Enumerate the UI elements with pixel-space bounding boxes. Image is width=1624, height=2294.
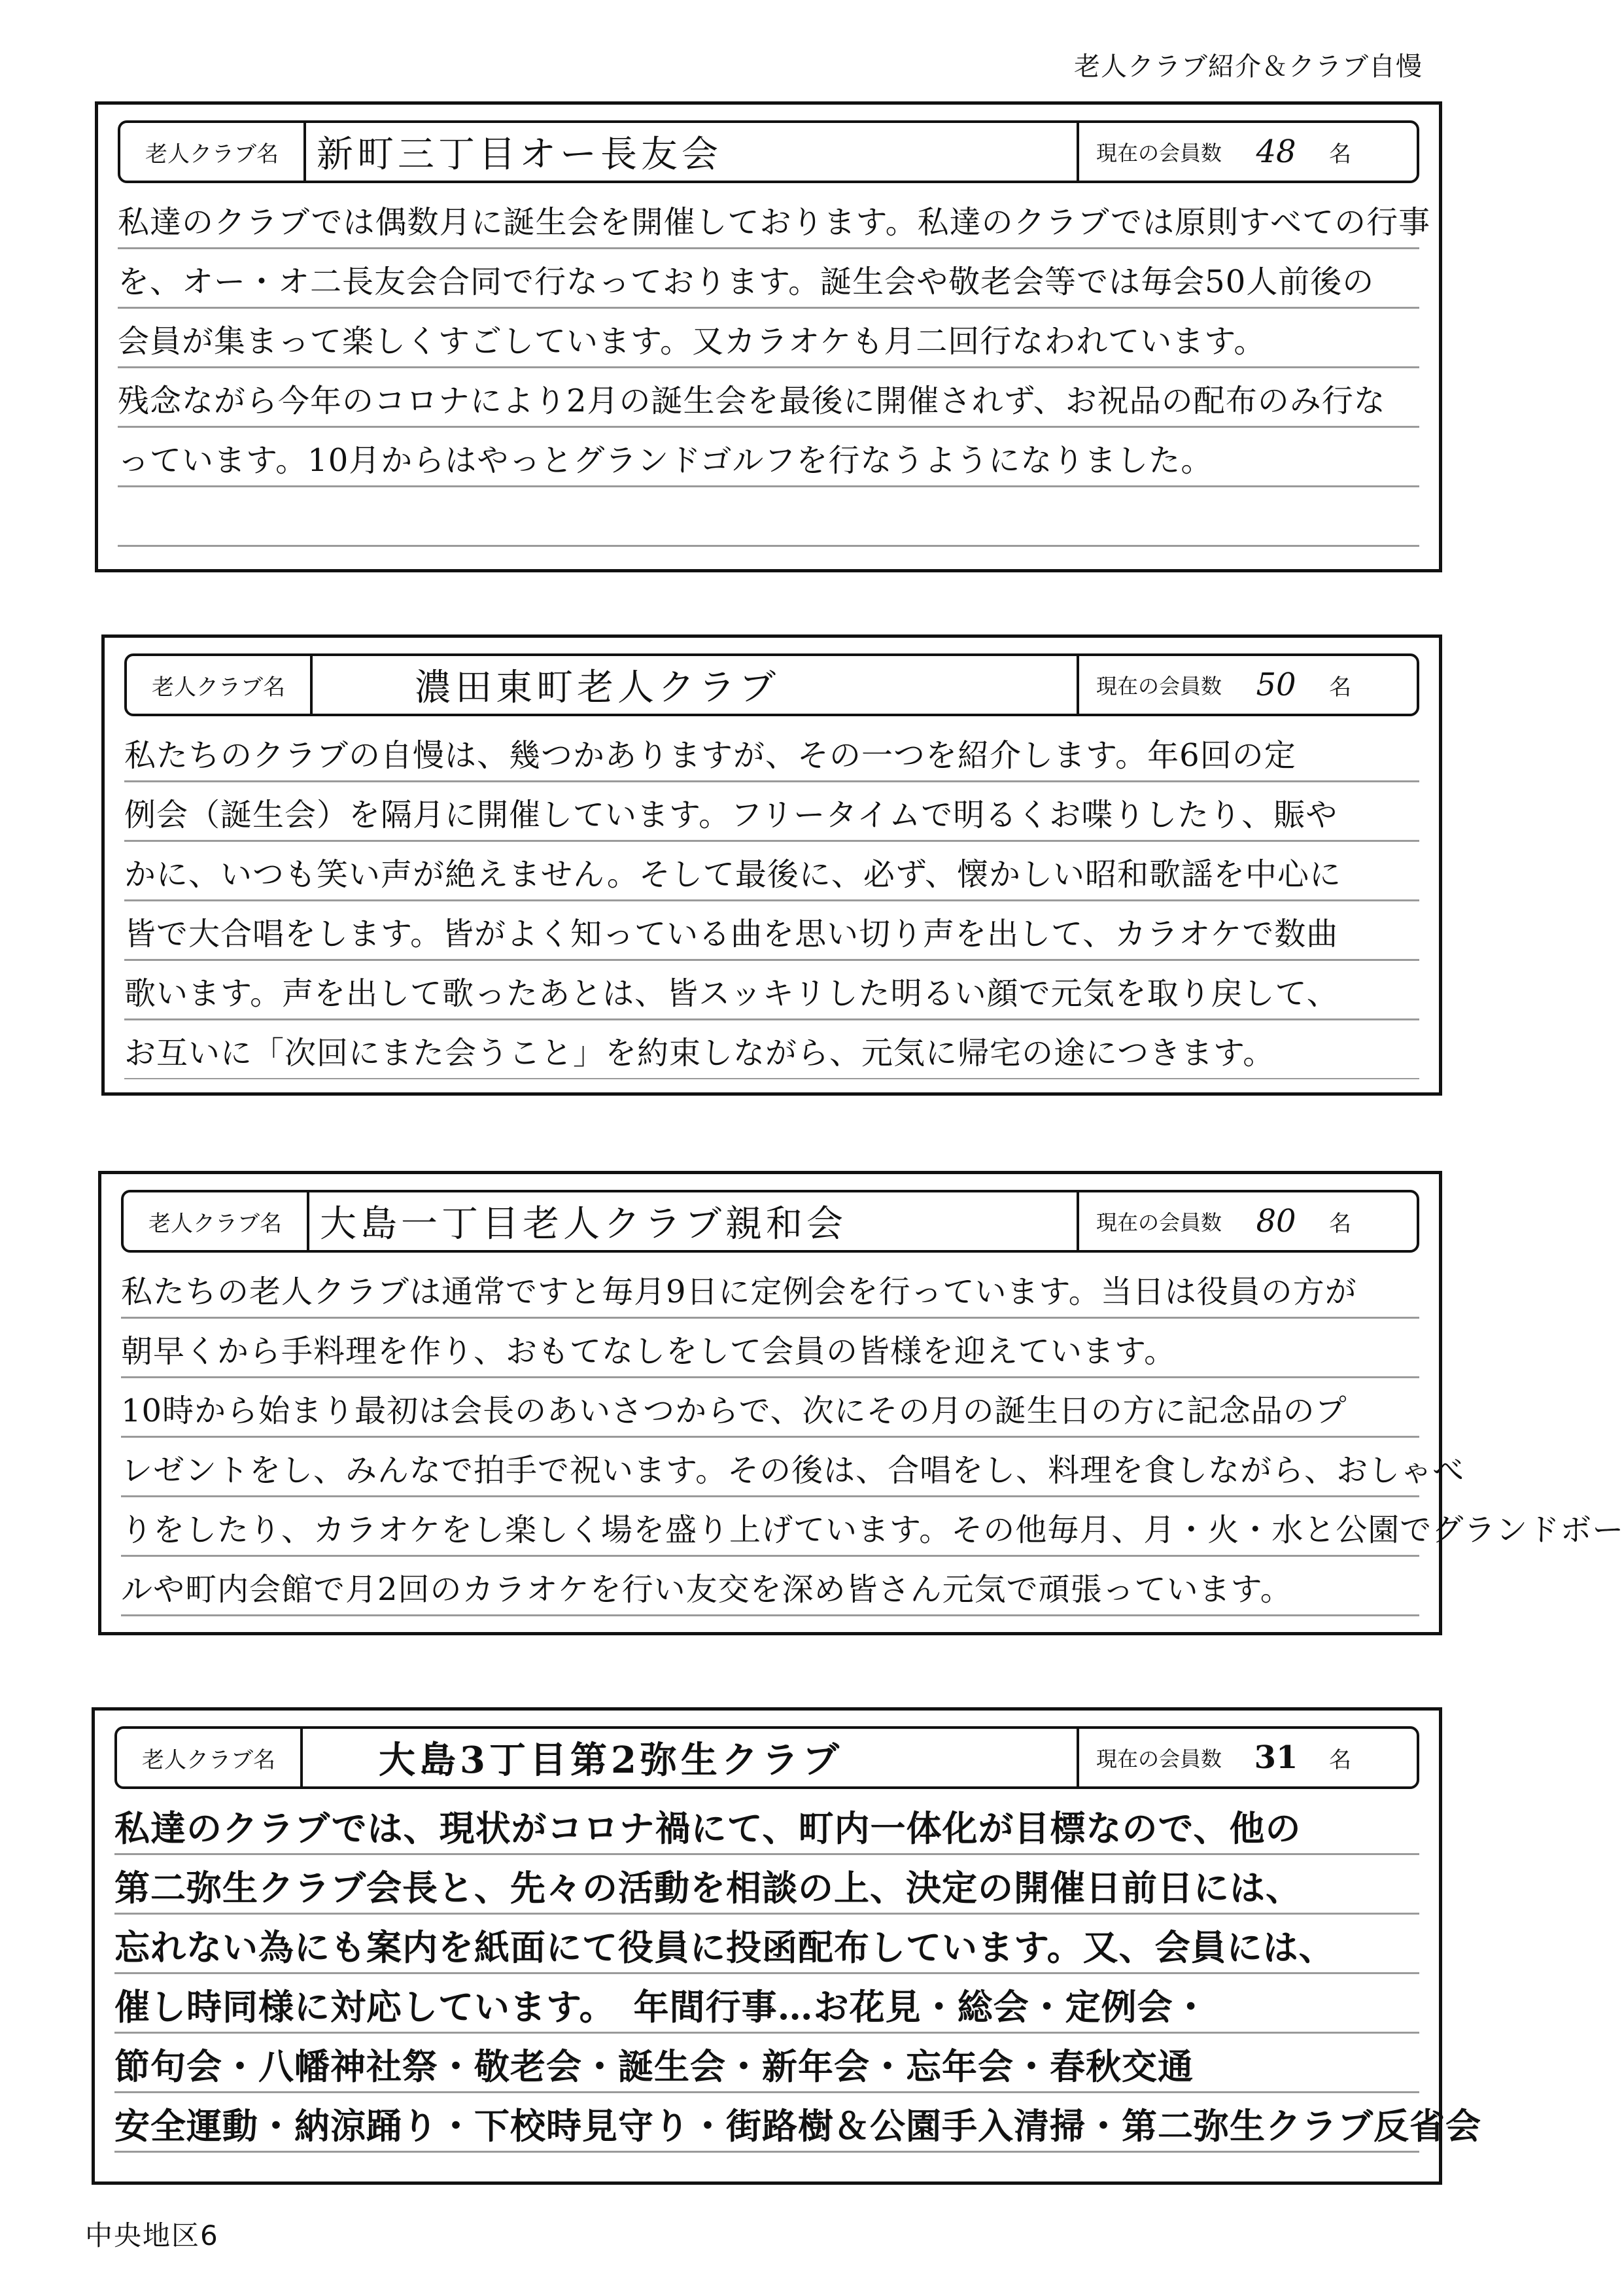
member-count-box bbox=[1077, 1192, 1417, 1250]
page-header: 老人クラブ紹介＆クラブ自慢 bbox=[1074, 52, 1423, 82]
club-name-label: 老人クラブ名 bbox=[127, 656, 313, 714]
club-description bbox=[114, 1796, 1481, 2168]
page-footer: 中央地区6 bbox=[85, 2219, 219, 2251]
member-count-label: 現在の会員数 bbox=[1096, 1747, 1222, 1771]
description-line: 安全運動・納涼踊り・下校時見守り・街路樹＆公園手入清掃・第二弥生クラブ反省会 bbox=[114, 2105, 1481, 2147]
club-name-label: 老人クラブ名 bbox=[120, 123, 306, 181]
member-count-label: 現在の会員数 bbox=[1096, 1210, 1222, 1235]
club-card-3 bbox=[98, 1171, 1624, 1635]
description-line: お互いに「次回にまた会うこと」を約束しながら、元気に帰宅の途につきます。 bbox=[124, 1035, 1275, 1071]
description-line: ルや町内会館で月2回のカラオケを行い友交を深め皆さん元気で頑張っています。 bbox=[121, 1571, 1292, 1608]
club-description bbox=[121, 1259, 1624, 1619]
member-count-box bbox=[1077, 123, 1417, 181]
member-count-label: 現在の会員数 bbox=[1096, 141, 1222, 165]
club-card-header bbox=[121, 1190, 1419, 1253]
member-count-unit: 名 bbox=[1329, 1210, 1352, 1237]
description-line bbox=[118, 487, 1419, 547]
member-count-unit: 名 bbox=[1329, 1747, 1352, 1773]
club-name: 大島一丁目老人クラブ親和会 bbox=[320, 1203, 847, 1245]
club-description bbox=[124, 723, 1419, 1079]
club-description bbox=[118, 190, 1431, 556]
description-line: 私たちの老人クラブは通常ですと毎月9日に定例会を行っています。当日は役員の方が bbox=[121, 1274, 1357, 1310]
description-line: 会員が集まって楽しくすごしています。又カラオケも月二回行なわれています。 bbox=[118, 323, 1266, 360]
description-line: 私達のクラブでは、現状がコロナ禍にて、町内一体化が目標なので、他の bbox=[114, 1807, 1302, 1849]
member-count-unit: 名 bbox=[1329, 674, 1352, 701]
club-name-label: 老人クラブ名 bbox=[124, 1192, 309, 1250]
description-line: 例会（誕生会）を隔月に開催しています。フリータイムで明るくお喋りしたり、賑や bbox=[124, 797, 1338, 833]
member-count-box bbox=[1077, 656, 1417, 714]
club-name: 大島3丁目第2弥生クラブ bbox=[379, 1739, 843, 1782]
description-line: 10時から始まり最初は会長のあいさつからで、次にその月の誕生日の方に記念品のプ bbox=[121, 1393, 1347, 1429]
club-card-2 bbox=[101, 634, 1442, 1096]
member-count-label: 現在の会員数 bbox=[1096, 674, 1222, 699]
description-line: 朝早くから手料理を作り、おもてなしをして会員の皆様を迎えています。 bbox=[121, 1333, 1177, 1370]
description-line: 催し時同様に対応しています。 年間行事…お花見・総会・定例会・ bbox=[114, 1986, 1209, 2028]
club-name: 濃田東町老人クラブ bbox=[415, 667, 780, 709]
description-line: 節句会・八幡神社祭・敬老会・誕生会・新年会・忘年会・春秋交通 bbox=[114, 2045, 1194, 2087]
description-line: 歌います。声を出して歌ったあとは、皆スッキリした明るい顔で元気を取り戻して、 bbox=[124, 975, 1339, 1012]
club-card-header bbox=[124, 653, 1419, 716]
club-name: 新町三丁目オー長友会 bbox=[317, 133, 722, 176]
club-card-4 bbox=[92, 1707, 1481, 2185]
description-line: 皆で大合唱をします。皆がよく知っている曲を思い切り声を出して、カラオケで数曲 bbox=[124, 916, 1339, 952]
description-line: 私たちのクラブの自慢は、幾つかありますが、その一つを紹介します。年6回の定 bbox=[124, 737, 1296, 774]
member-count-value: 80 bbox=[1256, 1203, 1296, 1240]
description-line: かに、いつも笑い声が絶えません。そして最後に、必ず、懐かしい昭和歌謡を中心に bbox=[124, 856, 1342, 893]
description-line: レゼントをし、みんなで拍手で祝います。その後は、合唱をし、料理を食しながら、おしゃべ bbox=[121, 1452, 1465, 1489]
description-line: 私達のクラブでは偶数月に誕生会を開催しております。私達のクラブでは原則すべての行事 bbox=[118, 204, 1431, 241]
club-card-1 bbox=[95, 101, 1442, 572]
club-name-label: 老人クラブ名 bbox=[117, 1729, 303, 1786]
member-count-value: 50 bbox=[1256, 667, 1296, 703]
description-line: 残念ながら今年のコロナにより2月の誕生会を最後に開催されず、お祝品の配布のみ行な bbox=[118, 383, 1386, 419]
club-card-header bbox=[118, 120, 1419, 183]
member-count-value: 31 bbox=[1254, 1739, 1298, 1776]
member-count-box bbox=[1077, 1729, 1417, 1786]
member-count-unit: 名 bbox=[1329, 141, 1352, 167]
description-line: 第二弥生クラブ会長と、先々の活動を相談の上、決定の開催日前日には、 bbox=[114, 1867, 1302, 1909]
member-count-value: 48 bbox=[1256, 133, 1296, 170]
club-card-header bbox=[114, 1726, 1419, 1789]
description-line: 忘れない為にも案内を紙面にて役員に投函配布しています。又、会員には、 bbox=[114, 1926, 1335, 1968]
description-line: っています。10月からはやっとグランドゴルフを行なうようになりました。 bbox=[118, 442, 1213, 479]
description-line: を、オー・オ二長友会合同で行なっております。誕生会や敬老会等では毎会50人前後の bbox=[118, 264, 1375, 300]
description-line: りをしたり、カラオケをし楽しく場を盛り上げています。その他毎月、月・火・水と公園でグランドボー bbox=[121, 1512, 1624, 1548]
